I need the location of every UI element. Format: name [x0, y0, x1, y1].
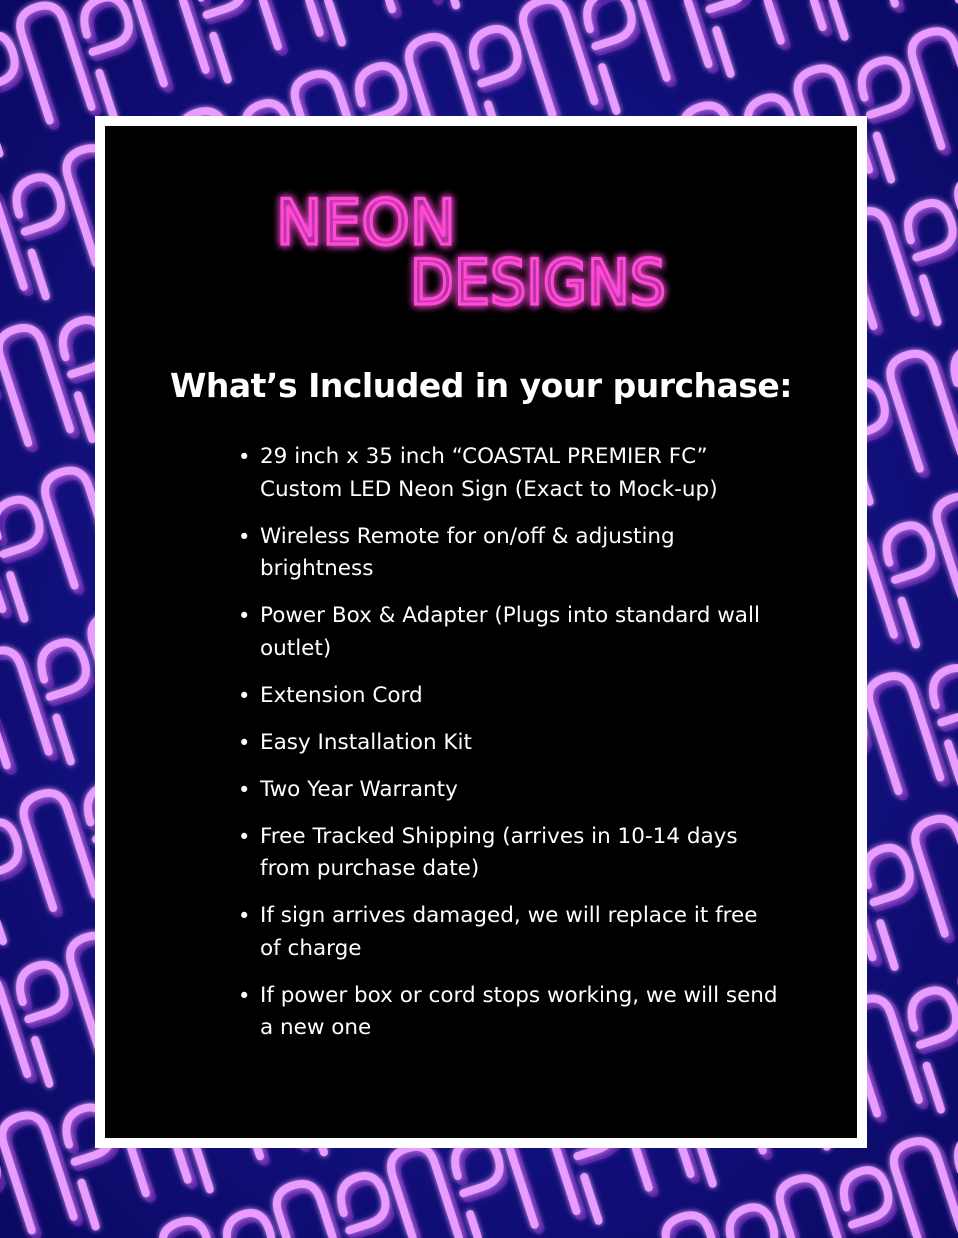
bullet-icon: •	[238, 777, 251, 802]
bullet-icon: •	[238, 524, 251, 549]
bullet-icon: •	[238, 683, 251, 708]
logo-text-neon: NEON	[276, 186, 456, 259]
list-item-text: Easy Installation Kit	[260, 729, 472, 755]
bullet-icon: •	[238, 904, 251, 928]
list-item-text: If sign arrives damaged, we will replace it free of charge	[260, 903, 758, 961]
list-item	[238, 680, 778, 713]
bullet-icon: •	[238, 445, 251, 469]
list-item	[238, 600, 778, 665]
bullet-icon: •	[238, 824, 251, 849]
included-items-list	[238, 441, 778, 1059]
list-item	[238, 727, 778, 760]
list-item	[238, 980, 778, 1045]
list-item-text: Power Box & Adapter (Plugs into standard wall outlet)	[260, 603, 760, 661]
neon-designs-logo	[270, 180, 680, 320]
list-item-text: Two Year Warranty	[260, 776, 458, 802]
list-item	[238, 774, 778, 807]
list-item-text: Extension Cord	[260, 682, 423, 708]
list-item-text: Wireless Remote for on/off & adjusting brightness	[260, 523, 675, 581]
included-heading: What’s Included in your purchase:	[169, 366, 793, 405]
logo-text-designs: DESIGNS	[410, 246, 666, 319]
bullet-icon: •	[238, 730, 251, 755]
list-item	[238, 441, 778, 506]
list-item-text: Free Tracked Shipping (arrives in 10-14 days from purchase date)	[260, 823, 738, 881]
bullet-icon: •	[238, 604, 251, 628]
list-item-text: 29 inch x 35 inch “COASTAL PREMIER FC” Custom LED Neon Sign (Exact to Mock-up)	[260, 444, 718, 502]
list-item	[238, 900, 778, 965]
list-item-text: If power box or cord stops working, we will send a new one	[260, 982, 778, 1040]
list-item	[238, 821, 778, 886]
list-item	[238, 521, 778, 586]
bullet-icon: •	[238, 983, 251, 1008]
